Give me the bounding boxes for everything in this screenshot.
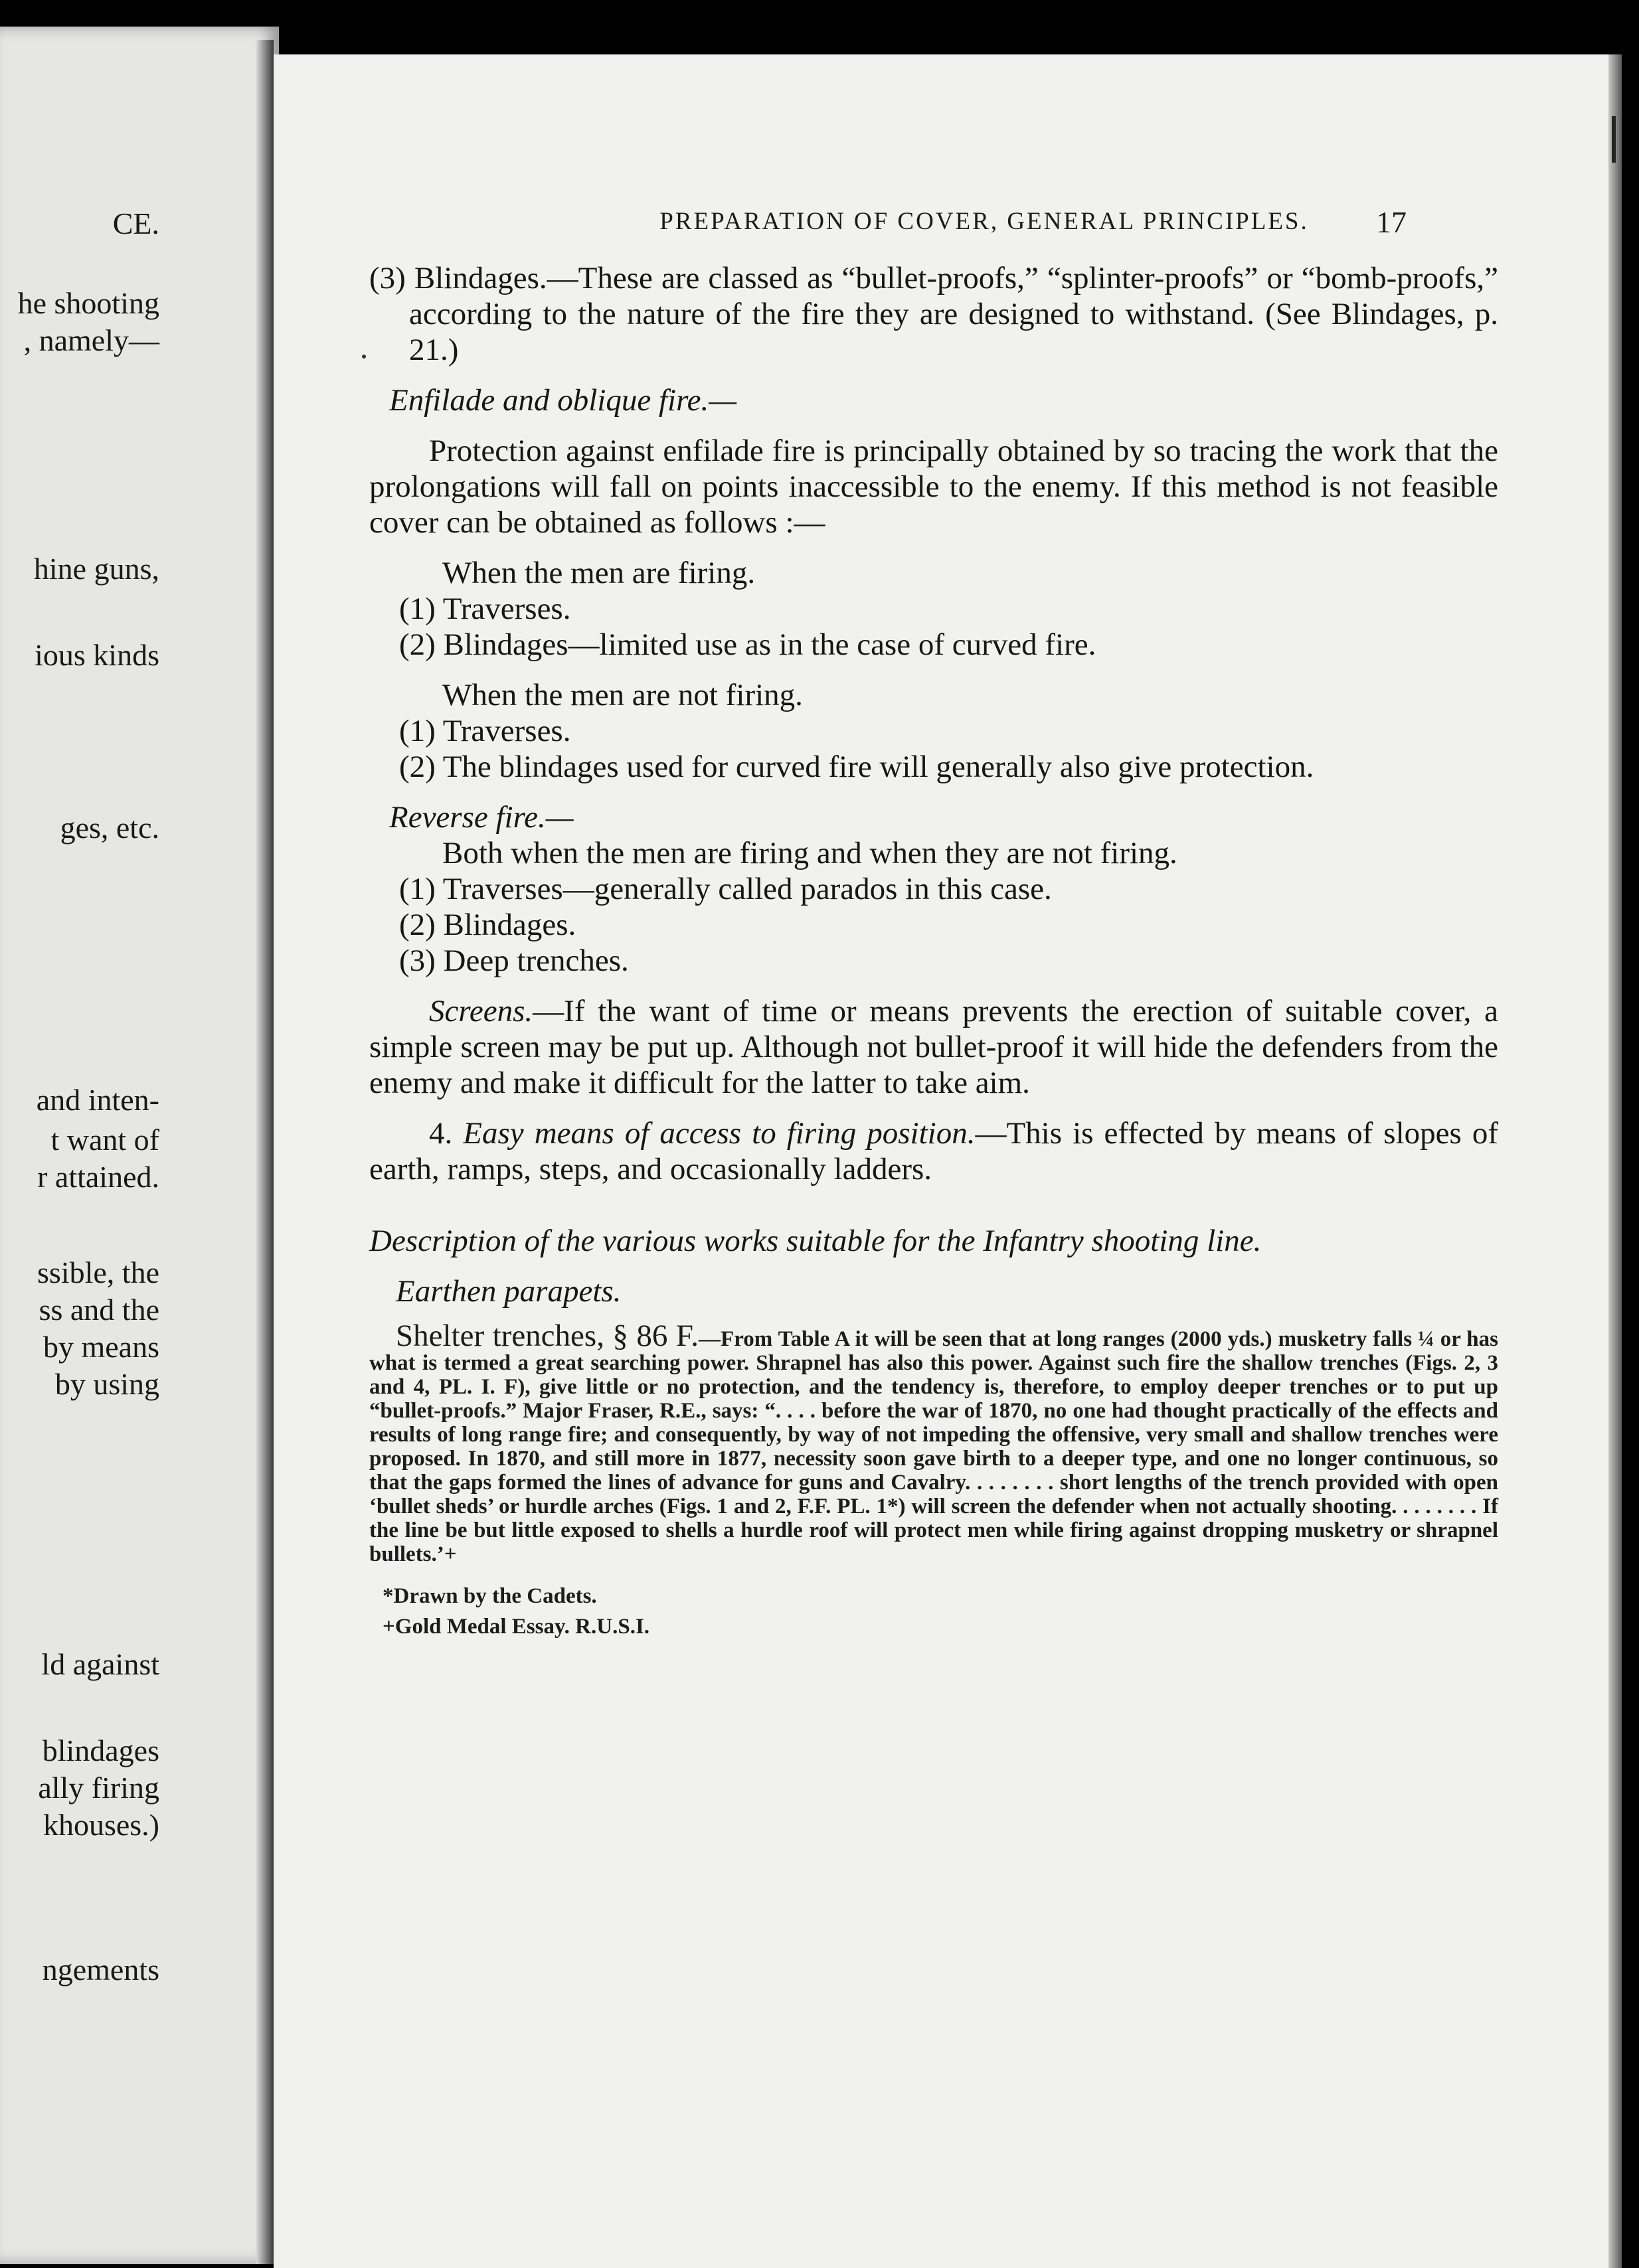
shelter-paragraph <box>369 1319 1498 1566</box>
left-fragment: blindages <box>42 1734 159 1767</box>
list-item: (2) The blindages used for curved fire will generally also give protection. <box>399 750 1314 784</box>
left-fragment: he shooting <box>17 286 159 320</box>
not-firing-heading: When the men are not firing. <box>442 678 803 712</box>
left-fragment: ges, etc. <box>60 811 159 845</box>
page-edge <box>1608 54 1622 2268</box>
spine-mark <box>1612 116 1616 163</box>
right-page <box>274 54 1608 2268</box>
screens-paragraph <box>369 993 1498 1101</box>
left-fragment: t want of <box>50 1123 159 1157</box>
screens-label: Screens. <box>429 994 533 1028</box>
left-fragment: by means <box>43 1330 159 1364</box>
left-fragment: by using <box>54 1367 159 1401</box>
access-number: 4. <box>429 1116 453 1151</box>
list-item: (2) Blindages. <box>399 908 576 942</box>
access-label: Easy means of access to firing position. <box>463 1116 976 1151</box>
left-fragment: hine guns, <box>33 552 159 586</box>
left-fragment: , namely— <box>23 323 159 357</box>
ink-speck <box>362 355 366 359</box>
left-fragment: ious kinds <box>35 638 159 672</box>
left-fragment: ssible, the <box>37 1256 159 1289</box>
blindages-item: (3) Blindages.—These are classed as “bullet-proofs,” “splinter-proofs” or “bomb-proofs,” according to the nature of the fire they are designed to withstand. (See Blindages, p. 21.) <box>369 261 1498 367</box>
running-title: PREPARATION OF COVER, GENERAL PRINCIPLES. <box>659 208 1309 235</box>
left-fragment: ss and the <box>39 1293 159 1327</box>
description-heading: Description of the various works suitable for the Infantry shooting line. <box>369 1224 1262 1258</box>
shelter-lead: Shelter trenches, § 86 F. <box>396 1319 699 1353</box>
access-paragraph <box>369 1115 1498 1187</box>
list-item: (1) Traverses—generally called parados in this case. <box>399 872 1052 906</box>
left-page <box>0 27 279 2264</box>
reverse-heading: Reverse fire.— <box>389 800 574 835</box>
earthen-heading: Earthen parapets. <box>396 1274 622 1309</box>
left-fragment: and inten- <box>36 1083 159 1117</box>
access-text: —This is effected by means of slopes of earth, ramps, steps, and occasionally ladders. <box>369 1116 1498 1186</box>
reverse-subheading: Both when the men are firing and when they are not firing. <box>442 836 1177 870</box>
list-item: (1) Traverses. <box>399 592 571 626</box>
left-fragment: r attained. <box>37 1160 159 1194</box>
footnote: +Gold Medal Essay. R.U.S.I. <box>383 1615 650 1639</box>
list-item: (3) Deep trenches. <box>399 943 629 978</box>
left-fragment: ngements <box>42 1953 159 1986</box>
screens-text: —If the want of time or means prevents the erection of suitable cover, a simple screen may be put up. Although not bullet-proof it will hide the defenders from the enemy and make it difficult for the latter to take aim. <box>369 994 1498 1100</box>
list-item: (1) Traverses. <box>399 714 571 748</box>
enfilade-heading: Enfilade and oblique fire.— <box>389 383 737 418</box>
left-fragment: CE. <box>112 206 159 240</box>
list-item: (2) Blindages—limited use as in the case of curved fire. <box>399 627 1096 662</box>
left-fragment: ld against <box>41 1647 159 1681</box>
book-gutter <box>256 40 274 2264</box>
left-fragment: ally firing <box>38 1771 159 1805</box>
footnote: *Drawn by the Cadets. <box>383 1584 597 1608</box>
firing-heading: When the men are firing. <box>442 556 756 590</box>
shelter-text: —From Table A it will be seen that at long ranges (2000 yds.) musketry falls ¼ or has what is termed a great searching power. Shrapnel has also this power. Against such fire the shallow trenches (Figs. 2, 3 and 4, PL. I. F), give little or no protection, and the tendency is, therefore, to employ deeper trenches or to put up “bullet-proofs.” Major Fraser, R.E., says: “. . . . before the war of 1870, no one had thought practically of the effects and results of long range fire; and consequently, by way of not impeding the offensive, very small and shallow trenches were proposed. In 1870, and still more in 1877, necessity soon gave birth to a deeper type, and one no longer continuous, so that the gaps formed the lines of advance for guns and Cavalry. . . . . . . . short lengths of the trench provided with open ‘bullet sheds’ or hurdle arches (Figs. 1 and 2, F.F. PL. 1*) will screen the defender when not actually shooting. . . . . . . . If the line be but little exposed to shells a hurdle roof will protect men while firing against dropping musketry or shrapnel bullets.’+ <box>369 1327 1498 1566</box>
page-number: 17 <box>1376 205 1407 239</box>
page-body <box>369 260 1498 1642</box>
left-fragment: khouses.) <box>43 1808 159 1842</box>
enfilade-paragraph: Protection against enfilade fire is principally obtained by so tracing the work that the prolongations will fall on points inaccessible to the enemy. If this method is not feasible cover can be obtained as follows :— <box>369 434 1498 540</box>
